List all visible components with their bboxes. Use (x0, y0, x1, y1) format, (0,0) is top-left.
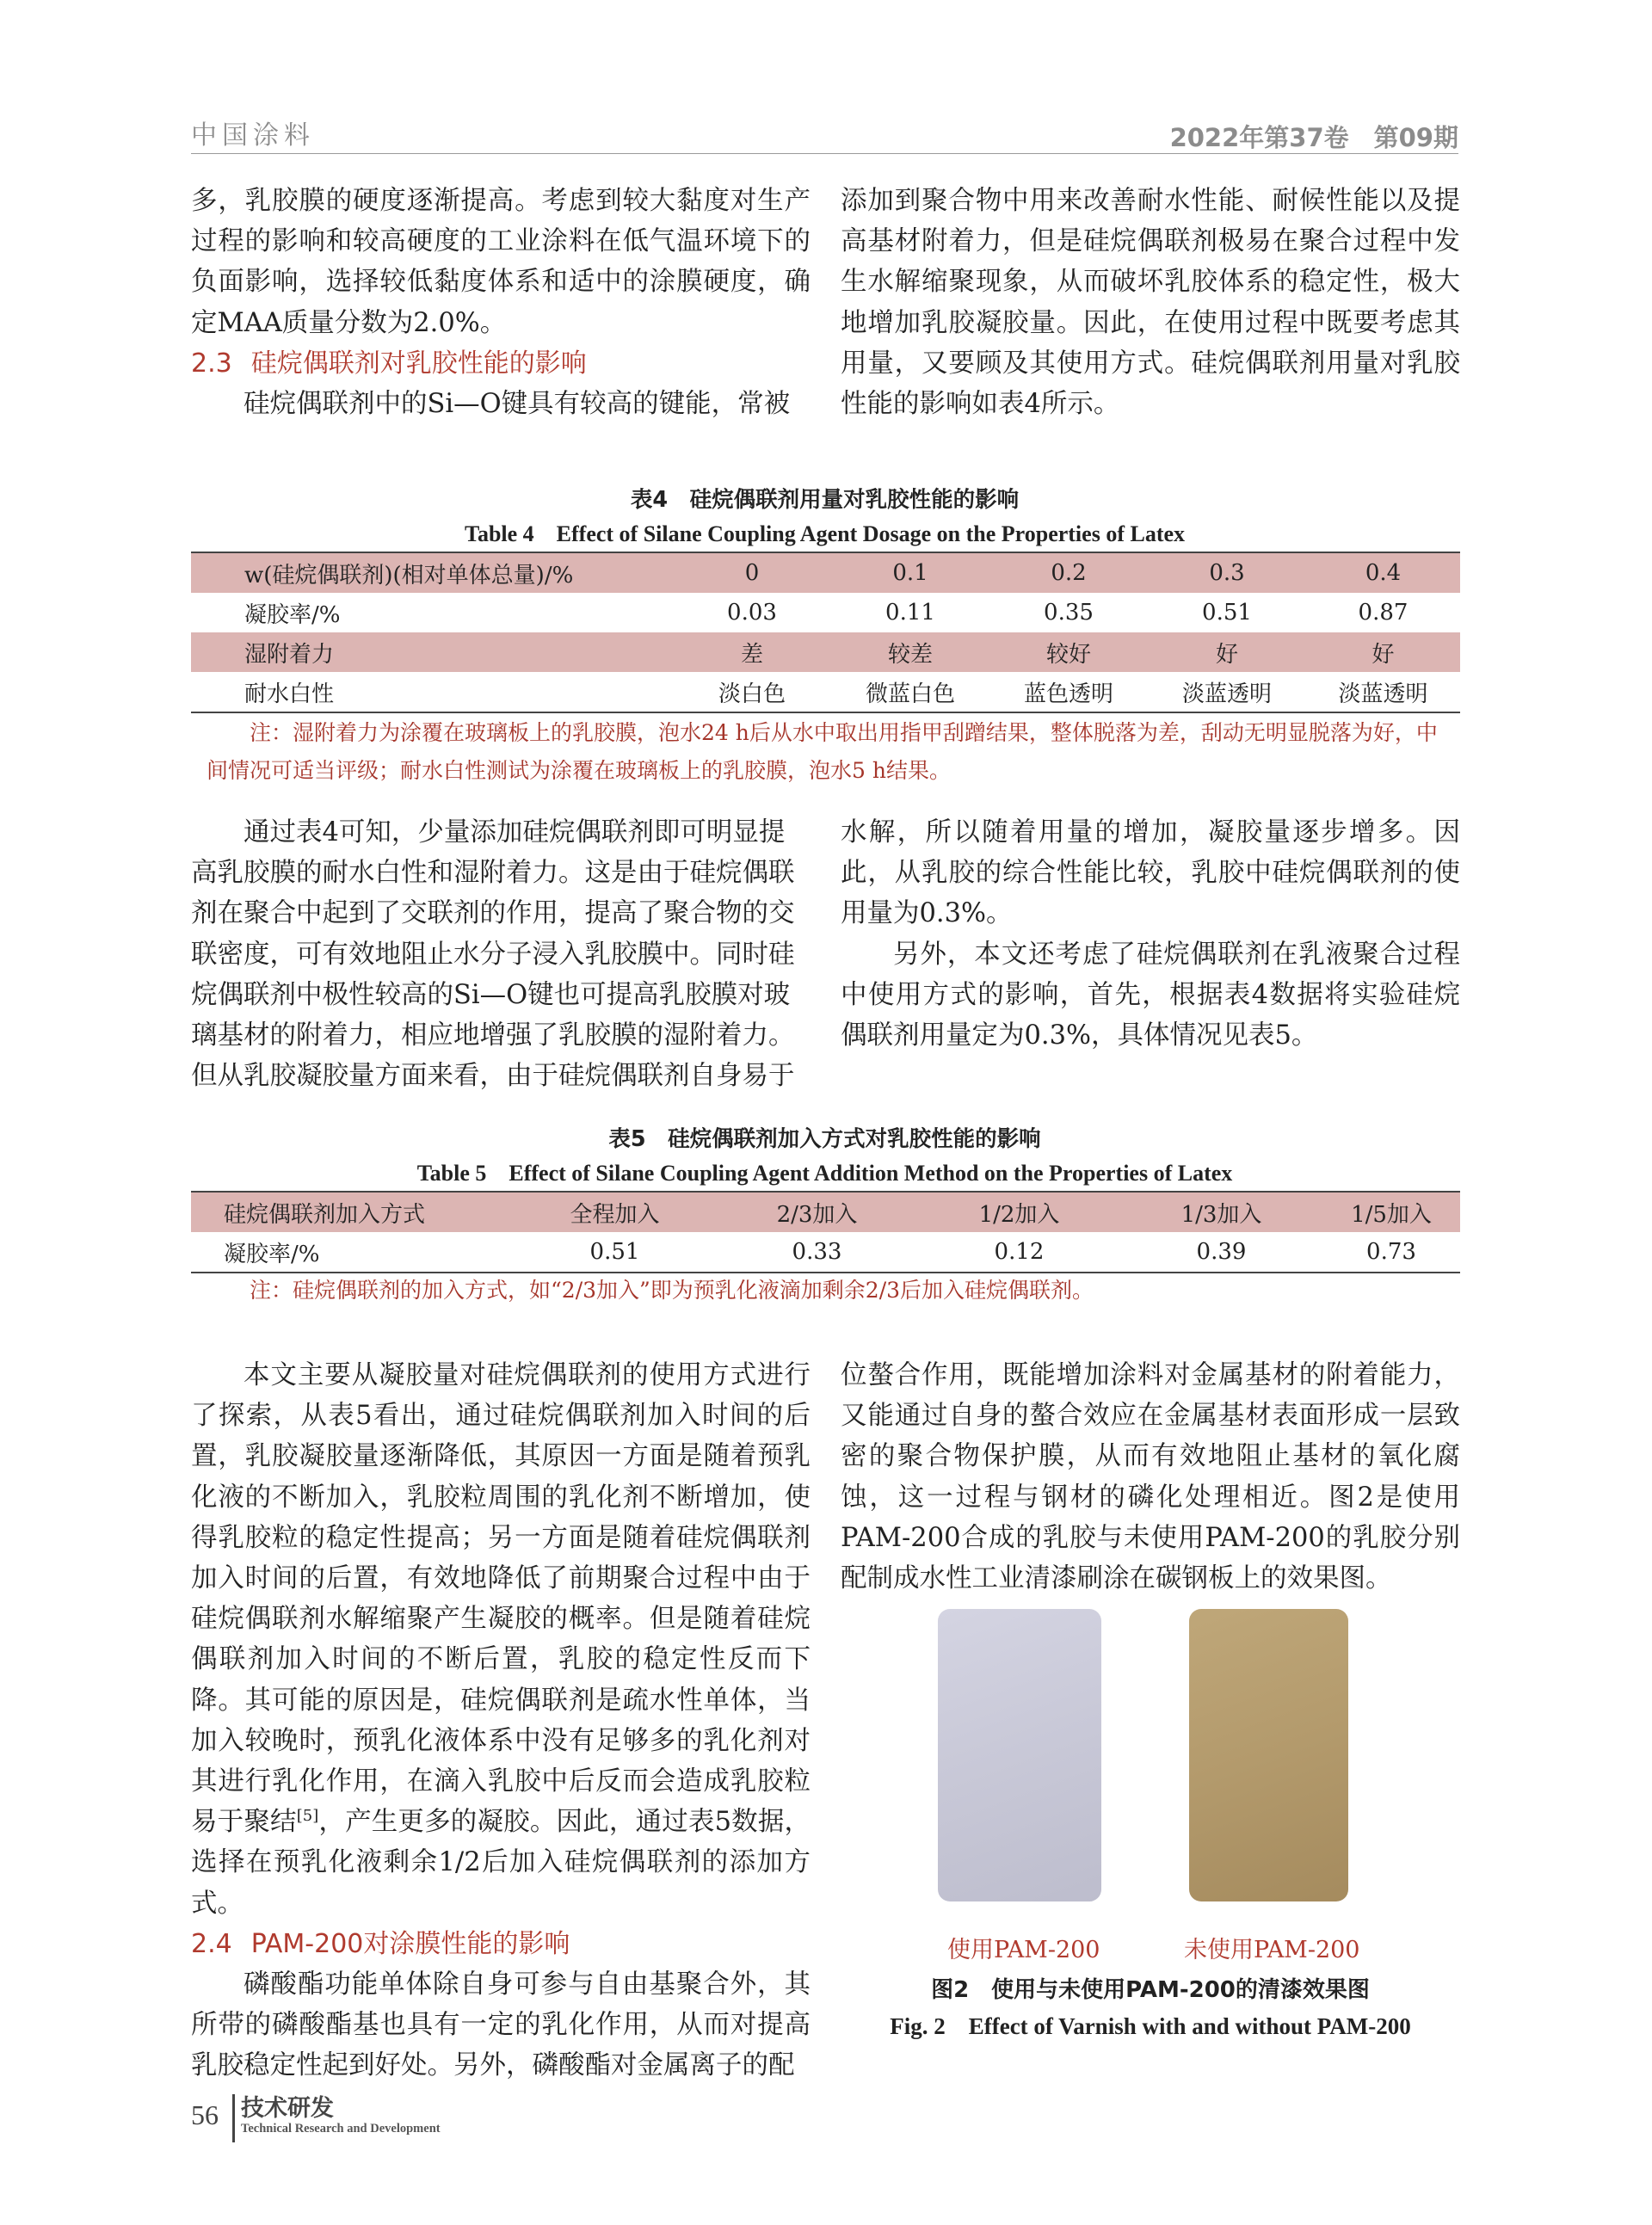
paragraph-text: ，产生更多的凝胶。因此，通过表5数据，选择在预乳化液剩余1/2后加入硅烷偶联剂的添加方式。 (191, 1807, 811, 1919)
table-cell: 耐水白性 (244, 681, 335, 707)
table-cell: 好 (1306, 632, 1460, 672)
page-number: 56 (191, 2099, 219, 2130)
table-cell: 全程加入 (514, 1192, 716, 1232)
table-cell: 凝胶率/% (244, 601, 341, 628)
top-right-column (841, 181, 1460, 424)
footer-divider (232, 2094, 235, 2142)
table-cell: w(硅烷偶联剂)(相对单体总量)/% (191, 552, 673, 593)
section-heading-2-3 (191, 343, 811, 384)
table-cell: 0.87 (1358, 600, 1409, 626)
table-row (191, 632, 1460, 672)
table5-title-cn: 表5 硅烷偶联剂加入方式对乳胶性能的影响 (608, 1126, 1041, 1152)
varnish-panel-with-pam (938, 1609, 1101, 1901)
table4-title-cn: 表4 硅烷偶联剂用量对乳胶性能的影响 (630, 487, 1020, 513)
table5-note: 注：硅烷偶联剂的加入方式，如“2/3加入”即为预乳化液滴加剩余2/3后加入硅烷偶联剂。 (250, 1278, 1094, 1303)
table5-title-en: Table 5 Effect of Silane Coupling Agent Addition Method on the Properties of Latex (416, 1161, 1233, 1186)
figure-label-left: 使用PAM-200 (947, 1937, 1100, 1963)
table-cell: 2/3加入 (716, 1192, 918, 1232)
table-cell: 0.1 (831, 552, 989, 593)
table5 (191, 1191, 1460, 1273)
paragraph-text: 本文主要从凝胶量对硅烷偶联剂的使用方式进行了探索，从表5看出，通过硅烷偶联剂加入时间的后置，乳胶凝胶量逐渐降低，其原因一方面是随着预乳化液的不断加入，乳胶粒周围的乳化剂不断增加，使得乳胶粒的稳定性提高；另一方面是随着硅烷偶联剂加入时间的后置，有效地降低了前期聚合过程中由于硅烷偶联剂水解缩聚产生凝胶的概率。但是随着硅烷偶联剂加入时间的不断后置，乳胶的稳定性反而下降。其可能的原因是，硅烷偶联剂是疏水性单体，当加入较晚时，预乳化液体系中没有足够多的乳化剂对其进行乳化作用，在滴入乳胶中后反而会造成乳胶粒易于聚结 (191, 1360, 811, 1838)
footer-section-en: Technical Research and Development (241, 2122, 441, 2136)
table4-note: 注：湿附着力为涂覆在玻璃板上的乳胶膜，泡水24 h后从水中取出用指甲刮蹭结果，整体脱落为差，刮动无明显脱落为好，中间情况可适当评级；耐水白性测试为涂覆在玻璃板上的乳胶膜，泡水5 h结果。 (206, 720, 1438, 783)
table-cell: 0.33 (792, 1239, 842, 1265)
table-cell: 淡蓝透明 (1181, 681, 1272, 707)
table4 (191, 552, 1460, 713)
table-cell: 较差 (831, 632, 989, 672)
figure2-caption-cn: 图2 使用与未使用PAM-200的清漆效果图 (931, 1977, 1370, 2003)
table-cell: 1/5加入 (1322, 1192, 1460, 1232)
table-cell: 0.51 (589, 1239, 640, 1265)
table-cell: 好 (1148, 632, 1306, 672)
middle-right-column (841, 812, 1460, 1056)
table-row (191, 552, 1460, 593)
paragraph: 多，乳胶膜的硬度逐渐提高。考虑到较大黏度对生产过程的影响和较高硬度的工业涂料在低气温环境下的负面影响，选择较低黏度体系和适中的涂膜硬度，确定MAA质量分数为2.0%。 (191, 186, 811, 338)
table-cell: 0.11 (885, 600, 935, 626)
table-cell: 蓝色透明 (1023, 681, 1113, 707)
table-cell: 硅烷偶联剂加入方式 (191, 1192, 514, 1232)
table4-title-en: Table 4 Effect of Silane Coupling Agent Dosage on the Properties of Latex (464, 521, 1186, 546)
table-cell: 0.73 (1366, 1239, 1416, 1265)
citation[interactable]: [5] (296, 1807, 319, 1826)
table-row (191, 1232, 1460, 1273)
section-heading-2-4 (191, 1924, 811, 1964)
paragraph: 水解，所以随着用量的增加，凝胶量逐步增多。因此，从乳胶的综合性能比较，乳胶中硅烷偶联剂的使用量为0.3%。 (841, 817, 1460, 929)
table-cell: 0.51 (1202, 600, 1252, 626)
table-cell: 淡白色 (718, 681, 786, 707)
paragraph: 硅烷偶联剂中的Si—O键具有较高的键能，常被 (243, 389, 791, 420)
table-cell: 0.3 (1148, 552, 1306, 593)
table-row (191, 593, 1460, 632)
journal-name: 中国涂料 (191, 120, 315, 151)
section-number: 2.4 (191, 1928, 232, 1959)
table-cell: 0.03 (727, 600, 777, 626)
table-cell: 差 (673, 632, 831, 672)
table-cell: 1/2加入 (918, 1192, 1120, 1232)
table-row (191, 672, 1460, 712)
paragraph: 添加到聚合物中用来改善耐水性能、耐候性能以及提高基材附着力，但是硅烷偶联剂极易在聚合过程中发生水解缩聚现象，从而破坏乳胶体系的稳定性，极大地增加乳胶凝胶量。因此，在使用过程中既要考虑其用量，又要顾及其使用方式。硅烷偶联剂用量对乳胶性能的影响如表4所示。 (841, 186, 1460, 420)
table-cell: 0.2 (989, 552, 1148, 593)
section-number: 2.3 (191, 348, 232, 379)
section-title: 硅烷偶联剂对乳胶性能的影响 (250, 348, 587, 379)
figure-label-right: 未使用PAM-200 (1184, 1937, 1360, 1963)
paragraph: 磷酸酯功能单体除自身可参与自由基聚合外，其所带的磷酸酯基也具有一定的乳化作用，从而对提高乳胶稳定性起到好处。另外，磷酸酯对金属离子的配 (191, 1969, 811, 2081)
table-cell: 1/3加入 (1120, 1192, 1322, 1232)
table-row (191, 1192, 1460, 1232)
table-cell: 0.35 (1044, 600, 1094, 626)
table-cell: 凝胶率/% (224, 1241, 320, 1267)
paragraph (191, 1355, 811, 1924)
header-rule (191, 153, 1458, 154)
middle-left-column (191, 812, 811, 1096)
table-cell: 淡蓝透明 (1338, 681, 1428, 707)
paragraph: 位螯合作用，既能增加涂料对金属基材的附着能力，又能通过自身的螯合效应在金属基材表面形成一层致密的聚合物保护膜，从而有效地阻止基材的氧化腐蚀，这一过程与钢材的磷化处理相近。图2是使用PAM-200合成的乳胶与未使用PAM-200的乳胶分别配制成水性工业清漆刷涂在碳钢板上的效果图。 (841, 1360, 1460, 1594)
bottom-left-column (191, 1355, 811, 2086)
table-cell: 0.4 (1306, 552, 1460, 593)
figure2-caption-en: Fig. 2 Effect of Varnish with and without PAM-200 (890, 2013, 1411, 2039)
table-cell: 湿附着力 (191, 632, 673, 672)
issue-info: 2022年第37卷 第09期 (1169, 123, 1458, 152)
bottom-right-column (841, 1355, 1460, 1599)
footer-section-cn: 技术研发 (241, 2095, 334, 2122)
section-title: PAM-200对涂膜性能的影响 (250, 1928, 570, 1959)
table-cell: 较好 (989, 632, 1148, 672)
table-cell: 0.39 (1196, 1239, 1247, 1265)
table-cell: 0.12 (994, 1239, 1045, 1265)
varnish-panel-without-pam (1189, 1609, 1348, 1901)
paragraph: 另外，本文还考虑了硅烷偶联剂在乳液聚合过程中使用方式的影响，首先，根据表4数据将实验硅烷偶联剂用量定为0.3%，具体情况见表5。 (841, 939, 1460, 1051)
paragraph: 通过表4可知，少量添加硅烷偶联剂即可明显提高乳胶膜的耐水白性和湿附着力。这是由于硅烷偶联剂在聚合中起到了交联剂的作用，提高了聚合物的交联密度，可有效地阻止水分子浸入乳胶膜中。同时硅烷偶联剂中极性较高的Si—O键也可提高乳胶膜对玻璃基材的附着力，相应地增强了乳胶膜的湿附着力。但从乳胶凝胶量方面来看，由于硅烷偶联剂自身易于 (191, 817, 795, 1092)
top-left-column (191, 181, 811, 424)
table-cell: 微蓝白色 (865, 681, 955, 707)
table-cell: 0 (673, 552, 831, 593)
